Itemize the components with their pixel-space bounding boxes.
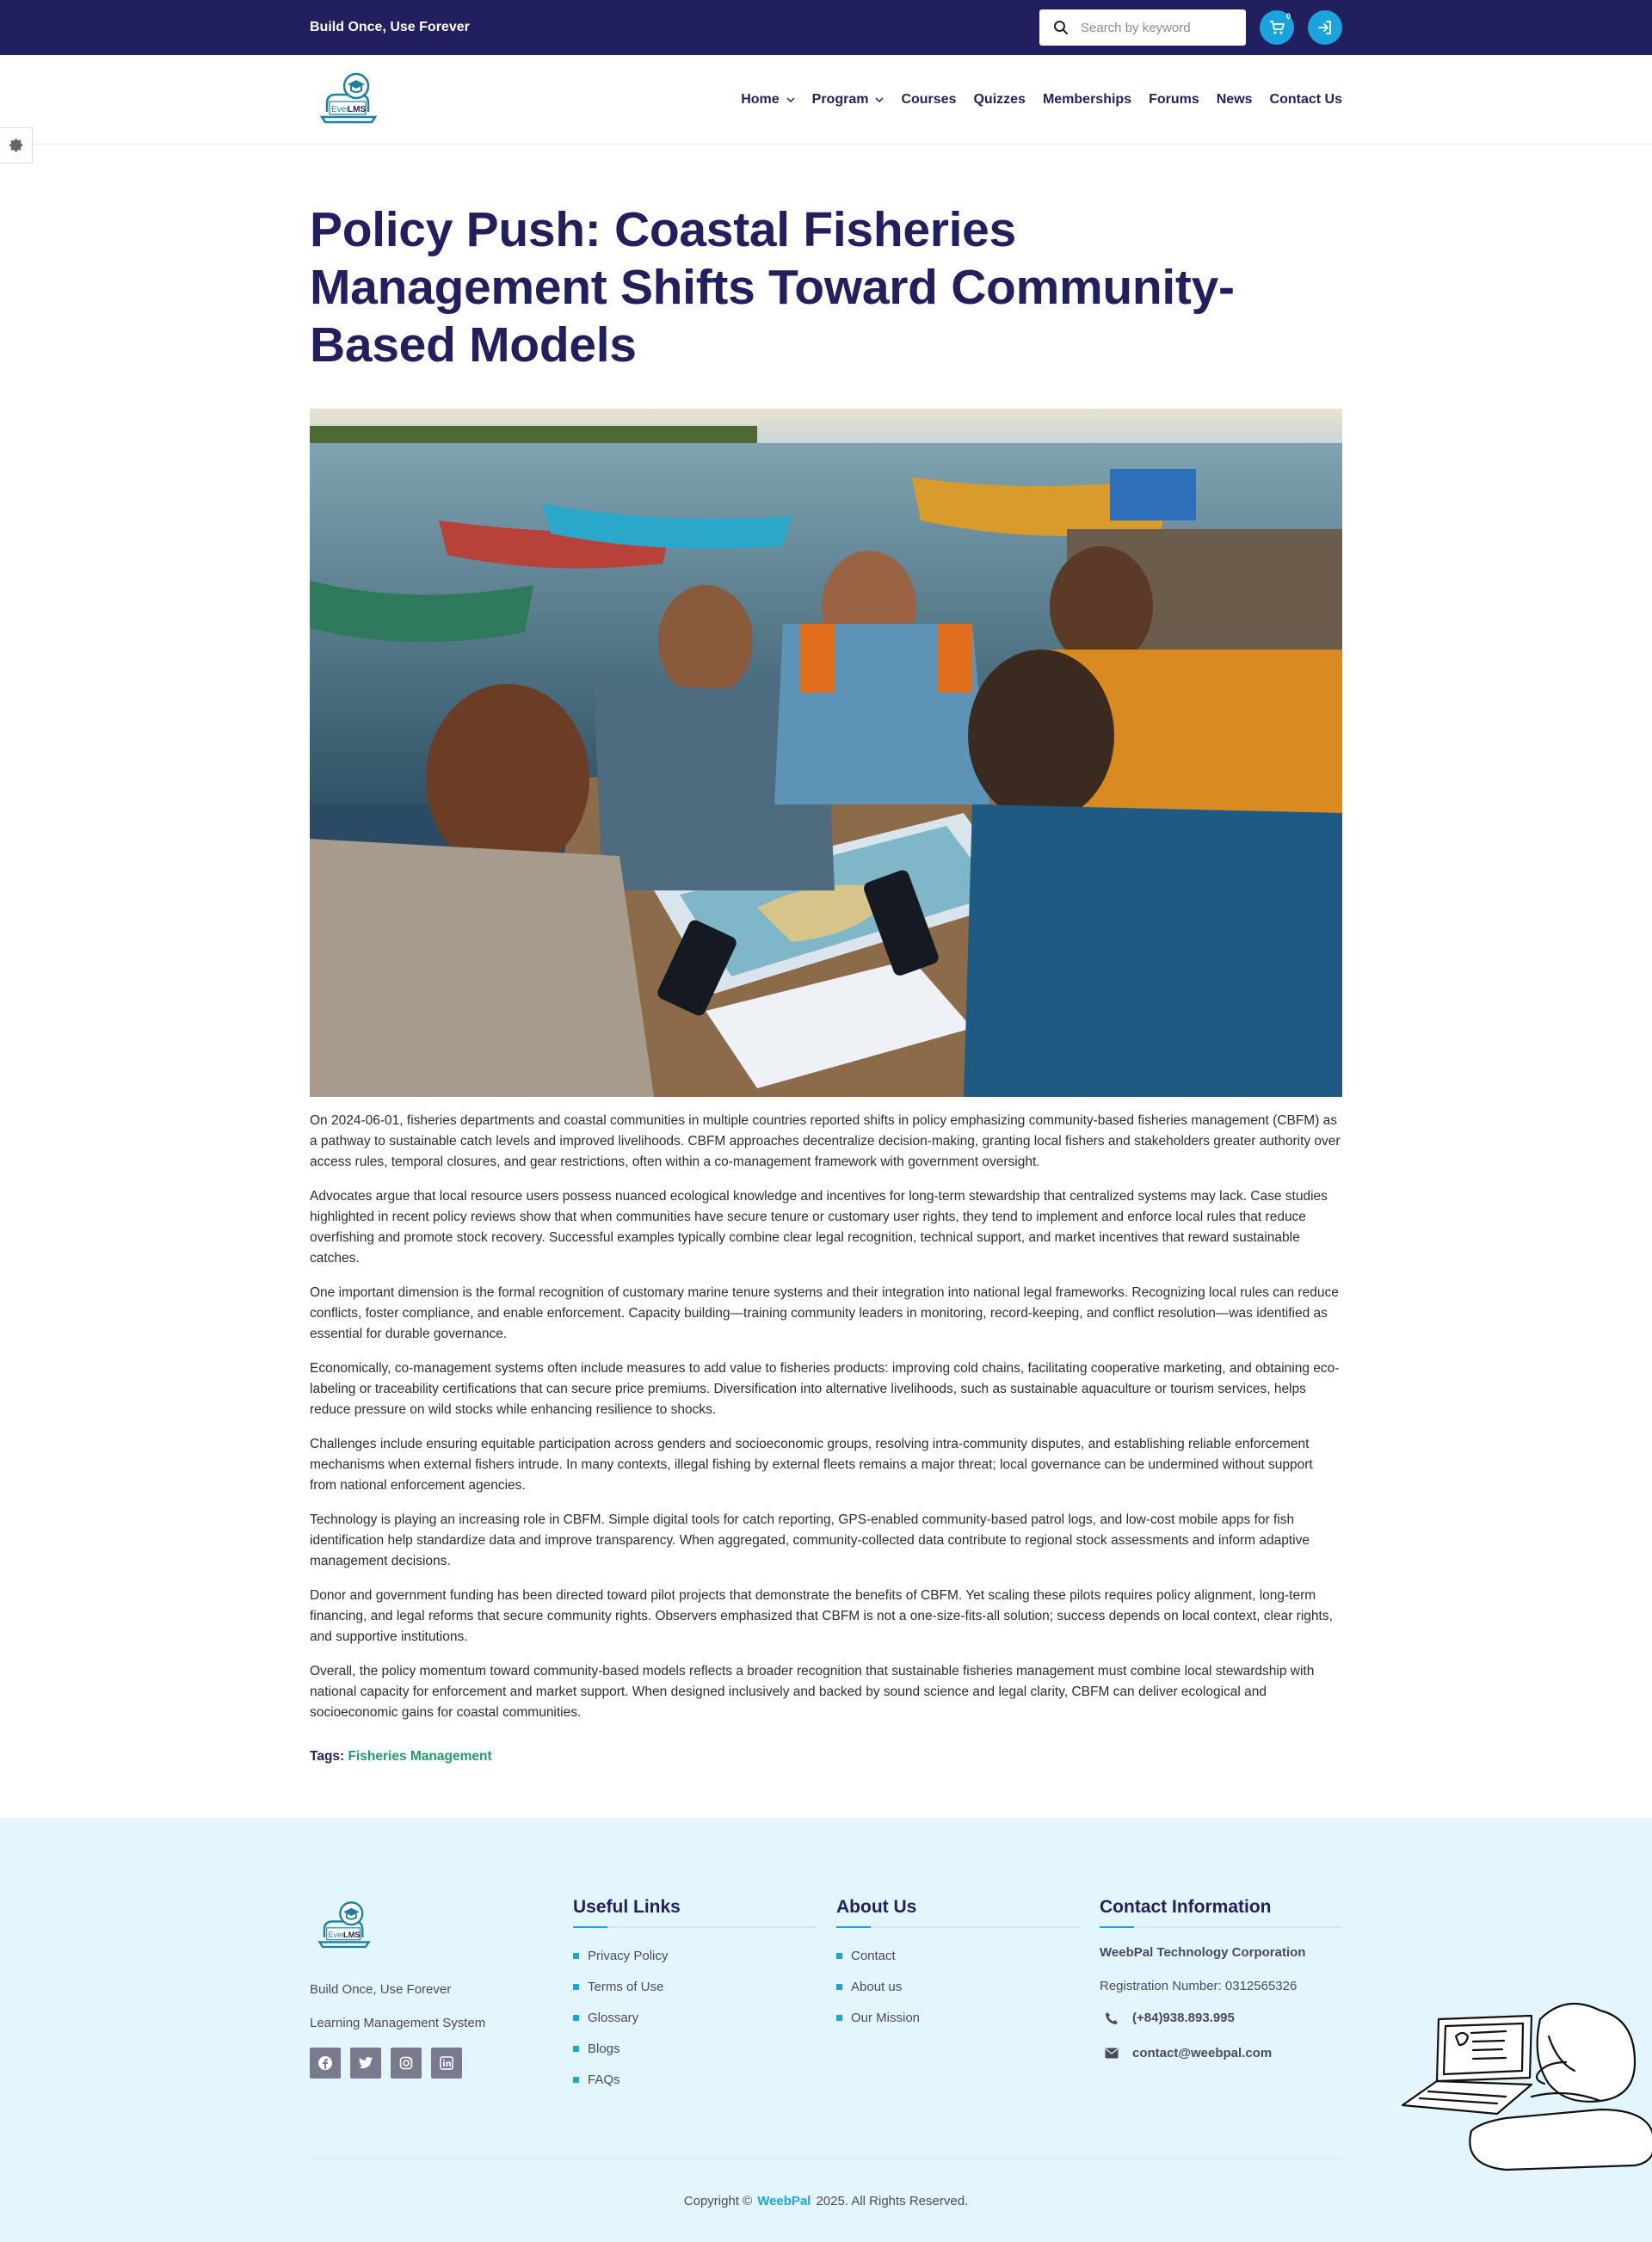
logo-text-ever: Ever <box>331 105 349 114</box>
nav-contact-us[interactable]: Contact Us <box>1269 92 1342 107</box>
nav-home-label: Home <box>741 92 780 107</box>
footer-about-us-column <box>836 1897 1100 2095</box>
footer-contact-column <box>1100 1897 1342 2095</box>
useful-links-list <box>573 1940 836 2095</box>
footer-subtitle: Learning Management System <box>310 2016 486 2030</box>
cart-icon <box>1268 19 1285 36</box>
nav-courses[interactable]: Courses <box>901 92 957 107</box>
footer-link-label: Blogs <box>588 2041 620 2056</box>
top-bar <box>0 0 1652 55</box>
email-address: contact@weebpal.com <box>1132 2046 1273 2060</box>
chevron-down-icon <box>875 97 884 103</box>
fisheries-meeting-illustration <box>310 409 1342 1097</box>
logo-text-lms: LMS <box>348 105 367 114</box>
copyright-prefix: Copyright © <box>683 2193 753 2208</box>
search-icon <box>1053 20 1069 35</box>
bullet-icon <box>573 2015 579 2021</box>
footer-link-faqs[interactable] <box>573 2064 836 2095</box>
instagram-link[interactable] <box>391 2048 422 2079</box>
laptop-person-doodle <box>1394 2002 1652 2174</box>
main-header <box>0 55 1652 145</box>
copyright-suffix: 2025. All Rights Reserved. <box>816 2193 969 2208</box>
heading-underline <box>573 1926 817 1928</box>
nav-program-label: Program <box>811 92 869 107</box>
useful-links-heading: Useful Links <box>573 1897 681 1917</box>
footer-slogan: Build Once, Use Forever <box>310 1982 452 1997</box>
login-icon <box>1316 19 1334 36</box>
article-paragraph: Economically, co-management systems often include measures to add value to fisheries products: improving cold chains, facilitating cooperative marketing, and obtaining eco-labeling or traceability certifications that can secure price premiums. Diversification into alternative livelihoods, such as sustainable aquaculture or tourism services, helps reduce pressure on wild stocks while enhancing resilience to shocks. <box>310 1361 1340 1417</box>
bullet-icon <box>573 2046 579 2052</box>
heading-underline <box>1100 1926 1342 1928</box>
footer-link-label: Our Mission <box>851 2010 921 2025</box>
bullet-icon <box>573 2077 579 2083</box>
footer-link-glossary[interactable] <box>573 2002 836 2033</box>
search-box[interactable] <box>1039 9 1246 46</box>
settings-toggle[interactable] <box>0 127 33 163</box>
copyright-bar <box>310 2159 1342 2242</box>
footer-logo[interactable] <box>313 1897 375 1956</box>
tag-link[interactable]: Fisheries Management <box>348 1749 492 1764</box>
footer-link-privacy-policy[interactable] <box>573 1940 836 1971</box>
footer-link-blogs[interactable] <box>573 2033 836 2064</box>
article-paragraph: Challenges include ensuring equitable participation across genders and socioeconomic groups, resolving intra-community disputes, and establishing reliable enforcement mechanisms when external fishers intrude. In many contexts, illegal fishing by external fleets remains a major threat; local governance can be undermined without support from national enforcement agencies. <box>310 1437 1313 1493</box>
bullet-icon <box>573 1953 579 1959</box>
social-links <box>310 2048 573 2079</box>
footer-link-label: Privacy Policy <box>588 1948 669 1963</box>
twitter-icon <box>358 2056 373 2070</box>
cart-button[interactable] <box>1260 10 1294 45</box>
footer-link-our-mission[interactable] <box>836 2002 1100 2033</box>
cart-count-badge: 0 <box>1285 12 1291 21</box>
footer-link-label: Glossary <box>588 2010 639 2025</box>
facebook-icon <box>317 2055 333 2071</box>
nav-forums[interactable]: Forums <box>1149 92 1199 107</box>
bullet-icon <box>836 1953 842 1959</box>
article-title: Policy Push: Coastal Fisheries Management Shifts Toward Community-Based Models <box>310 202 1235 373</box>
bullet-icon <box>836 1984 842 1990</box>
article <box>310 145 1342 1765</box>
search-input[interactable] <box>1081 21 1227 35</box>
phone-number: (+84)938.893.995 <box>1132 2011 1235 2025</box>
footer-useful-links-column <box>573 1897 836 2095</box>
article-tags <box>310 1749 1342 1765</box>
footer-logo-text-lms: LMS <box>343 1930 361 1939</box>
about-us-heading: About Us <box>836 1897 917 1917</box>
phone-icon <box>1105 2011 1119 2025</box>
contact-info-heading: Contact Information <box>1100 1897 1272 1917</box>
article-paragraph: Donor and government funding has been directed toward pilot projects that demonstrate the benefits of CBFM. Yet scaling these pilots requires policy alignment, long-term financing, and legal reforms that secure community rights. Observers emphasized that CBFM is not a one-size-fits-all solution; success depends on local context, clear rights, and supportive institutions. <box>310 1588 1333 1644</box>
copyright-brand-link[interactable]: WeebPal <box>757 2193 811 2208</box>
instagram-icon <box>399 2056 413 2070</box>
phone-row[interactable] <box>1105 2011 1342 2025</box>
envelope-icon <box>1105 2048 1119 2059</box>
everlms-logo[interactable] <box>315 69 382 131</box>
linkedin-link[interactable] <box>431 2048 462 2079</box>
about-us-list <box>836 1940 1100 2033</box>
article-paragraph: On 2024-06-01, fisheries departments and coastal communities in multiple countries reported shifts in policy emphasizing community-based fisheries management (CBFM) as a pathway to sustainable catch levels and improved livelihoods. CBFM approaches decentralize decision-making, granting local fishers and stakeholders greater authority over access rules, temporal closures, and gear restrictions, often within a co-management framework with government oversight. <box>310 1113 1341 1169</box>
tags-label: Tags: <box>310 1749 345 1764</box>
main-nav <box>741 92 1342 108</box>
article-body <box>310 1111 1342 1723</box>
article-paragraph: Advocates argue that local resource users possess nuanced ecological knowledge and incentives for long-term stewardship that centralized systems may lack. Case studies highlighted in recent policy reviews show that when communities have secure tenure or customary user rights, they tend to implement and enforce local rules that reduce overfishing and promote stock recovery. Successful examples typically combine clear legal recognition, technical support, and market incentives that reward sustainable catches. <box>310 1189 1328 1266</box>
twitter-link[interactable] <box>350 2048 381 2079</box>
article-paragraph: One important dimension is the formal recognition of customary marine tenure systems and their integration into national legal frameworks. Recognizing local rules can reduce conflicts, foster compliance, and enable enforcement. Capacity building—training community leaders in monitoring, record-keeping, and conflict resolution—was identified as essential for durable governance. <box>310 1285 1339 1341</box>
article-paragraph: Overall, the policy momentum toward community-based models reflects a broader recognition that sustainable fisheries management must combine local stewardship with national capacity for enforcement and market support. When designed inclusively and backed by sound science and legal clarity, CBFM can deliver ecological and socioeconomic gains for coastal communities. <box>310 1664 1315 1720</box>
footer <box>0 1818 1652 2242</box>
footer-about-column <box>310 1897 573 2095</box>
footer-link-label: About us <box>851 1979 903 1994</box>
top-bar-slogan: Build Once, Use Forever <box>310 20 470 34</box>
article-paragraph: Technology is playing an increasing role in CBFM. Simple digital tools for catch reporting, GPS-enabled community-based patrol logs, and low-cost mobile apps for fish identification help standardize data and improve transparency. When aggregated, community-collected data contribute to regional stock assessments and inform adaptive management decisions. <box>310 1512 1310 1568</box>
email-row[interactable] <box>1105 2046 1342 2060</box>
linkedin-icon <box>440 2056 453 2070</box>
company-name: WeebPal Technology Corporation <box>1100 1945 1306 1960</box>
footer-link-contact[interactable] <box>836 1940 1100 1971</box>
nav-memberships[interactable]: Memberships <box>1042 92 1132 107</box>
nav-news[interactable]: News <box>1216 92 1253 107</box>
registration-number: Registration Number: 0312565326 <box>1100 1979 1298 1993</box>
article-hero-image <box>310 409 1342 1097</box>
footer-link-label: Terms of Use <box>588 1979 664 1994</box>
footer-link-label: FAQs <box>588 2072 620 2087</box>
nav-home[interactable] <box>741 92 794 108</box>
footer-link-label: Contact <box>851 1948 896 1963</box>
footer-logo-text-ever: Ever <box>328 1930 345 1939</box>
login-button[interactable] <box>1308 10 1342 45</box>
footer-link-about-us[interactable] <box>836 1971 1100 2002</box>
bullet-icon <box>836 2015 842 2021</box>
footer-link-terms-of-use[interactable] <box>573 1971 836 2002</box>
chevron-down-icon <box>786 97 795 103</box>
facebook-link[interactable] <box>310 2048 341 2079</box>
gear-icon <box>9 138 24 153</box>
bullet-icon <box>573 1984 579 1990</box>
heading-underline <box>836 1926 1081 1928</box>
nav-program[interactable] <box>812 92 885 108</box>
nav-quizzes[interactable]: Quizzes <box>973 92 1026 107</box>
